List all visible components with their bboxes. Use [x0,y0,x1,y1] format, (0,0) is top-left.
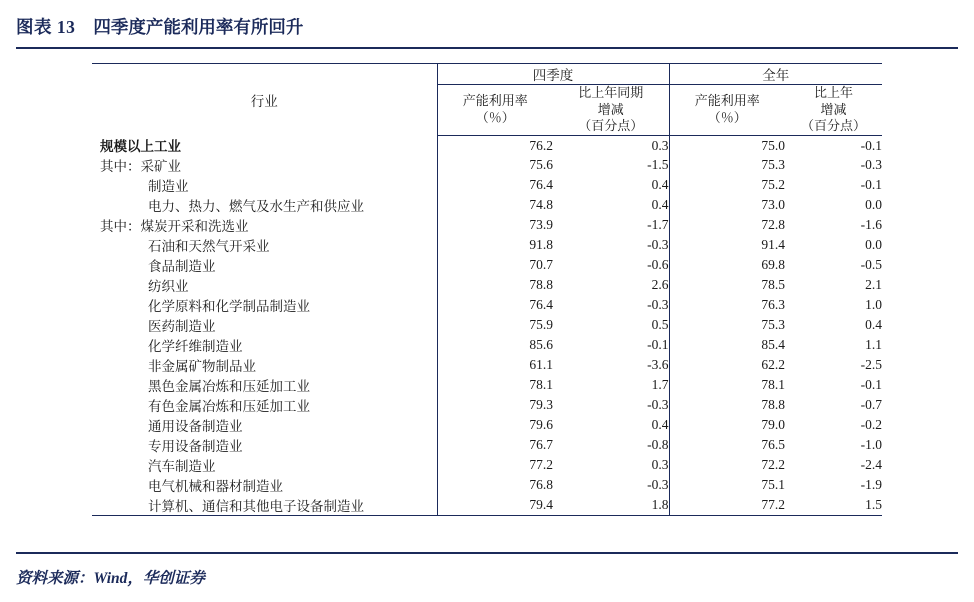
row-q4-rate: 75.9 [529,317,553,333]
row-q4-rate: 85.6 [529,337,553,353]
figure-label: 图表 13 [16,17,76,37]
table-row [92,355,882,375]
row-industry-label [92,295,437,315]
row-year-change: 0.4 [865,317,882,333]
header-q4-rate-line1: 产能利用率 [462,93,528,109]
table-body [92,135,882,516]
row-industry-label [92,235,437,255]
header-year-change-line3: （百分点） [800,118,866,134]
header-q4-rate-line2: （％） [475,109,515,125]
row-year-change: 1.5 [785,495,882,516]
row-year-rate: 75.2 [761,177,785,193]
table-row [92,175,882,195]
row-q4-change: 1.8 [553,495,669,516]
row-year-change: -0.1 [860,377,882,393]
table-row [92,155,882,175]
table-group-header-row [92,64,882,85]
row-q4-rate: 78.8 [529,277,553,293]
row-q4-change: -1.5 [553,155,669,175]
row-year-rate: 62.2 [761,357,785,373]
table-row [92,255,882,275]
row-year-rate: 75.3 [761,317,785,333]
header-year-change-line2: 增减 [820,101,847,117]
header-year-rate-line1: 产能利用率 [694,93,760,109]
row-year-change: 1.1 [865,337,882,353]
header-year-rate [669,85,785,136]
row-year-rate: 75.0 [761,137,785,153]
row-industry-text: 计算机、通信和其他电子设备制造业 [148,499,364,515]
row-industry-label [92,195,437,215]
row-year-rate: 78.1 [761,377,785,393]
header-q4-rate [437,85,553,136]
row-industry-label [92,275,437,295]
row-industry-label [92,455,437,475]
table-row [92,395,882,415]
table-row [92,275,882,295]
table-row [92,215,882,235]
row-industry-text: 汽车制造业 [148,459,216,475]
row-year-change: -1.6 [860,217,882,233]
row-q4-rate: 78.1 [529,377,553,393]
table-row [92,315,882,335]
row-q4-rate: 79.3 [529,397,553,413]
table-row [92,455,882,475]
row-q4-change: 0.5 [553,315,669,335]
row-q4-rate: 74.8 [529,197,553,213]
row-year-change: -2.4 [860,457,882,473]
row-industry-text: 制造业 [148,179,189,195]
row-year-change: 0.0 [865,237,882,253]
header-q4-change [553,85,669,136]
row-q4-rate: 76.4 [529,297,553,313]
row-year-change: -0.2 [860,417,882,433]
row-q4-rate: 76.8 [529,477,553,493]
table-row [92,295,882,315]
table-row [92,135,882,155]
row-year-rate: 79.0 [761,417,785,433]
row-industry-text: 纺织业 [148,279,189,295]
row-industry-label [92,215,437,235]
row-q4-rate: 73.9 [529,217,553,233]
row-q4-change: 0.3 [553,135,669,155]
header-group-q4: 四季度 [437,64,669,85]
table-row [92,235,882,255]
row-year-rate: 76.3 [761,297,785,313]
header-q4-change-line1: 比上年同期 [578,85,644,100]
table-row [92,415,882,435]
row-industry-label [92,155,437,175]
row-industry-label [92,355,437,375]
row-q4-rate: 91.8 [529,237,553,253]
row-q4-change: 1.7 [553,375,669,395]
row-q4-change: -0.6 [553,255,669,275]
row-year-change: -2.5 [860,357,882,373]
row-industry-text: 规模以上工业 [100,139,181,155]
row-year-change: 0.0 [865,197,882,213]
row-industry-text: 电力、热力、燃气及水生产和供应业 [148,199,364,215]
row-year-rate: 78.8 [761,397,785,413]
row-year-change: -1.0 [860,437,882,453]
row-q4-change: 0.4 [553,175,669,195]
row-industry-text: 其中：采矿业 [100,159,181,175]
table-row [92,195,882,215]
row-q4-rate: 77.2 [529,457,553,473]
row-q4-change: -3.6 [553,355,669,375]
row-year-change: -0.7 [860,397,882,413]
row-year-change: -0.1 [860,177,882,193]
table-row [92,495,882,516]
row-industry-label [92,175,437,195]
row-industry-label [92,375,437,395]
row-q4-rate: 61.1 [529,357,553,373]
row-year-rate: 69.8 [761,257,785,273]
capacity-utilization-table [92,63,882,516]
row-q4-change: 0.4 [553,415,669,435]
row-q4-change: -0.8 [553,435,669,455]
row-q4-rate: 76.7 [529,437,553,453]
row-year-rate: 91.4 [761,237,785,253]
row-industry-label [92,415,437,435]
row-year-rate: 72.8 [761,217,785,233]
row-industry-text: 有色金属冶炼和压延加工业 [148,399,310,415]
row-industry-text: 化学原料和化学制品制造业 [148,299,310,315]
figure-title: 四季度产能利用率有所回升 [93,17,304,37]
row-year-rate: 76.5 [761,437,785,453]
row-year-change: -0.3 [860,157,882,173]
table-row [92,335,882,355]
row-q4-rate: 76.2 [529,137,553,153]
row-year-change: -0.1 [860,137,882,153]
row-year-rate: 78.5 [761,277,785,293]
row-industry-text: 医药制造业 [148,319,216,335]
table-row [92,435,882,455]
row-year-rate: 75.3 [761,157,785,173]
row-industry-text: 化学纤维制造业 [148,339,243,355]
row-q4-change: -0.3 [553,475,669,495]
source-note: 资料来源：Wind，华创证券 [16,570,205,587]
row-q4-rate: 70.7 [529,257,553,273]
row-industry-label [92,335,437,355]
row-industry-text: 石油和天然气开采业 [148,239,270,255]
row-q4-change: -0.1 [553,335,669,355]
row-industry-label [92,435,437,455]
row-q4-change: 0.3 [553,455,669,475]
header-q4-change-line3: （百分点） [578,118,644,134]
row-year-rate: 77.2 [669,495,785,516]
header-group-year: 全年 [669,64,882,85]
table-row [92,475,882,495]
row-year-rate: 73.0 [761,197,785,213]
row-q4-change: 0.4 [553,195,669,215]
row-industry-text: 电气机械和器材制造业 [148,479,283,495]
table-row [92,375,882,395]
row-industry-text: 通用设备制造业 [148,419,243,435]
header-industry: 行业 [92,64,437,136]
row-industry-label [92,395,437,415]
row-industry-label [92,135,437,155]
row-year-rate: 72.2 [761,457,785,473]
row-industry-text: 非金属矿物制品业 [148,359,256,375]
row-q4-rate: 75.6 [529,157,553,173]
row-q4-change: -1.7 [553,215,669,235]
row-q4-rate: 76.4 [529,177,553,193]
row-industry-text: 黑色金属冶炼和压延加工业 [148,379,310,395]
row-q4-change: -0.3 [553,295,669,315]
row-industry-label [92,315,437,335]
row-industry-label [92,495,437,516]
header-q4-change-line2: 增减 [597,101,624,117]
row-year-change: -1.9 [860,477,882,493]
footer-divider [16,552,958,554]
header-year-change [785,85,882,136]
header-year-change-line1: 比上年 [813,85,853,100]
row-q4-rate: 79.4 [437,495,553,516]
row-q4-change: -0.3 [553,235,669,255]
figure-header [0,0,974,45]
row-industry-text: 专用设备制造业 [148,439,243,455]
row-q4-rate: 79.6 [529,417,553,433]
row-q4-change: 2.6 [553,275,669,295]
row-year-change: -0.5 [860,257,882,273]
row-year-rate: 85.4 [761,337,785,353]
row-year-change: 2.1 [865,277,882,293]
row-industry-text: 其中：煤炭开采和洗选业 [100,219,249,235]
header-year-rate-line2: （％） [707,109,747,125]
row-industry-label [92,475,437,495]
row-year-rate: 75.1 [761,477,785,493]
table-container [0,49,974,516]
row-industry-label [92,255,437,275]
row-year-change: 1.0 [865,297,882,313]
row-industry-text: 食品制造业 [148,259,216,275]
row-q4-change: -0.3 [553,395,669,415]
